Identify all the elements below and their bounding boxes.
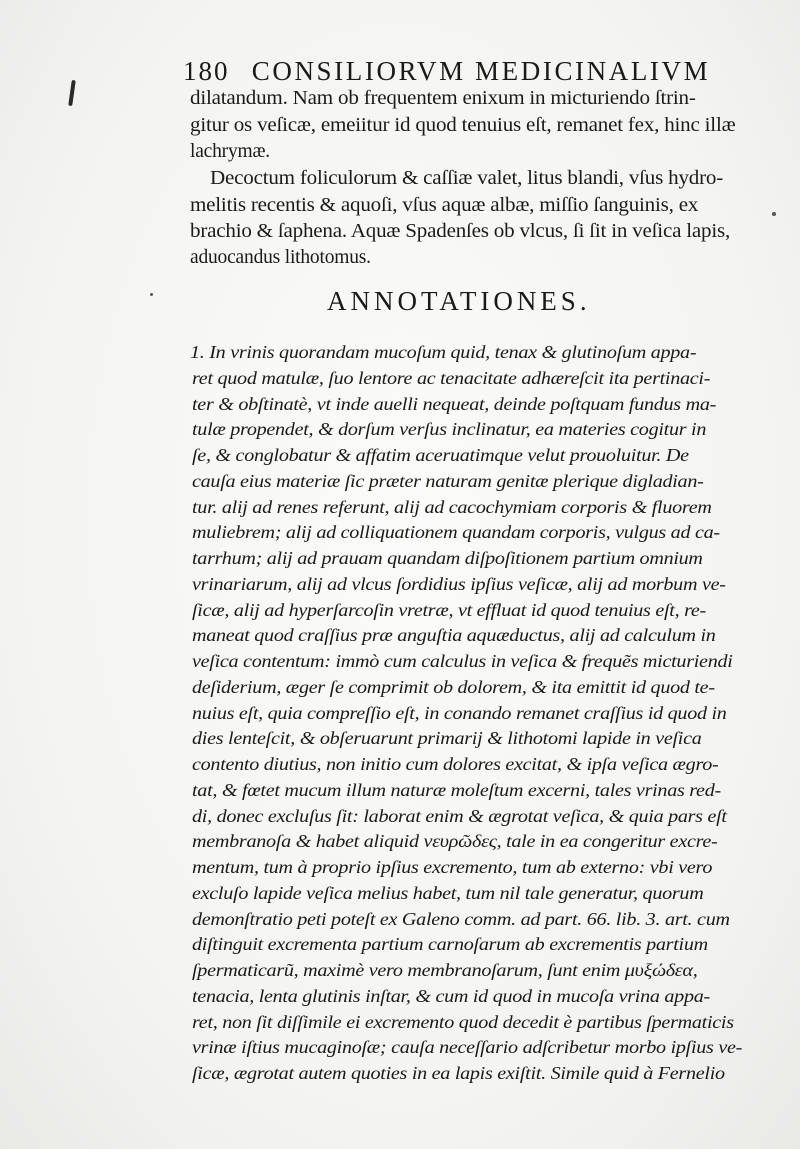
annotation-line: excluſo lapide veſica melius habet, tum nil tale generatur, quorum: [192, 882, 704, 903]
body-line: aduocandus lithotomus.: [190, 247, 371, 268]
annotation-line: tat, & fœtet mucum illum naturæ moleſtum excerni, tales vrinas red-: [192, 779, 721, 800]
annotation-line: ret quod matulæ, ſuo lentore ac tenacitate adhæreſcit ita pertinaci-: [192, 367, 711, 388]
annotation-line: contento diutius, non initio cum dolores excitat, & ipſa veſica ægro-: [192, 754, 719, 774]
annotation-line: membranoſa & habet aliquid νευρῶδες, tale in ea congeritur excre-: [192, 831, 718, 852]
annotation-line: muliebrem; alij ad colliquationem quandam corporis, vulgus ad ca-: [192, 522, 720, 543]
annotation-line: maneat quod craſſius præ anguſtia aquæductus, alij ad calculum in: [192, 625, 716, 646]
body-line: melitis recentis & aquoſi, vſus aquæ albæ, miſſio ſanguinis, ex: [190, 195, 699, 216]
body-line: dilatandum. Nam ob frequentem enixum in micturiendo ſtrin-: [190, 88, 696, 109]
annotation-line: 1. In vrinis quorandam mucoſum quid, tenax & glutinoſum appa-: [190, 342, 697, 362]
page-number: 180: [183, 56, 230, 86]
annotation-line: ſpermaticarũ, maximè vero membranoſarum, ſunt enim μυξώδεα,: [192, 960, 698, 980]
annotation-line: di, donec excluſus ſit: laborat enim & ægrotat veſica, & quia pars eſt: [192, 805, 727, 826]
annotation-line: ſicæ, alij ad hyperſarcoſin vretræ, vt effluat id quod tenuius eſt, re-: [192, 599, 706, 620]
annotation-line: tulæ propendet, & dorſum verſus inclinatur, ea materies cogitur in: [192, 419, 707, 440]
annotation-line: cauſa eius materiæ ſic præter naturam genitæ plerique digladian-: [192, 470, 704, 491]
annotation-line: mentum, tum à proprio ipſius excremento, tum ab externo: vbi vero: [192, 857, 713, 877]
ink-speck: [772, 212, 776, 216]
annotation-line: vrinariarum, alij ad vlcus ſordidius ipſius veſicæ, alij ad morbum ve-: [192, 573, 726, 594]
annotation-line: dies lenteſcit, & obſeruarunt primarij & lithotomi lapide in veſica: [192, 728, 702, 749]
annotation-line: deſiderium, æger ſe comprimit ob dolorem, & ita emittit id quod te-: [192, 676, 715, 697]
annotation-line: vrinæ iſtius mucaginoſæ; cauſa neceſſario adſcribetur morbo ipſius ve-: [192, 1037, 743, 1058]
annotation-line: tarrhum; alij ad prauam quandam diſpoſitionem partium omnium: [192, 548, 703, 568]
ink-stroke-mark: [68, 80, 76, 106]
annotation-line: tenacia, lenta glutinis inſtar, & cum id quod in mucoſa vrina appa-: [192, 985, 710, 1006]
annotation-line: ſe, & conglobatur & affatim aceruatimque velut prouoluitur. De: [192, 445, 689, 465]
body-line: gitur os veſicæ, emeiitur id quod tenuius eſt, remanet fex, hinc illæ: [190, 115, 736, 136]
annotation-line: ſicæ, ægrotat autem quoties in ea lapis exiſtit. Simile quid à Fernelio: [192, 1063, 725, 1083]
annotation-line: ret, non ſit diſſimile ei excremento quod decedit è partibus ſpermaticis: [192, 1011, 734, 1032]
page-header: [183, 56, 773, 92]
body-line: brachio & ſaphena. Aquæ Spadenſes ob vlcus, ſi ſit in veſica lapis,: [190, 221, 730, 242]
annotation-line: tur. alij ad renes referunt, alij ad cacochymiam corporis & fluorem: [192, 496, 712, 517]
section-heading: ANNOTATIONES.: [327, 286, 591, 316]
body-line: lachrymæ.: [190, 141, 270, 162]
annotation-line: diſtinguit excrementa partium carnoſarum ab excrementis partium: [192, 934, 708, 955]
annotation-line: veſica contentum: immò cum calculus in veſica & frequẽs micturiendi: [192, 651, 733, 671]
body-line: Decoctum foliculorum & caſſiæ valet, litus blandi, vſus hydro-: [210, 168, 724, 189]
ink-speck: [150, 293, 153, 296]
annotation-line: nuius eſt, quia compreſſio eſt, in conando remanet craſſius id quod in: [192, 702, 727, 723]
running-title: CONSILIORVM MEDICINALIVM: [251, 56, 711, 86]
annotation-line: ter & obſtinatè, vt inde auelli nequeat, deinde poſtquam fundus ma-: [192, 393, 717, 414]
annotation-line: demonſtratio peti poteſt ex Galeno comm. ad part. 66. lib. 3. art. cum: [192, 908, 730, 929]
